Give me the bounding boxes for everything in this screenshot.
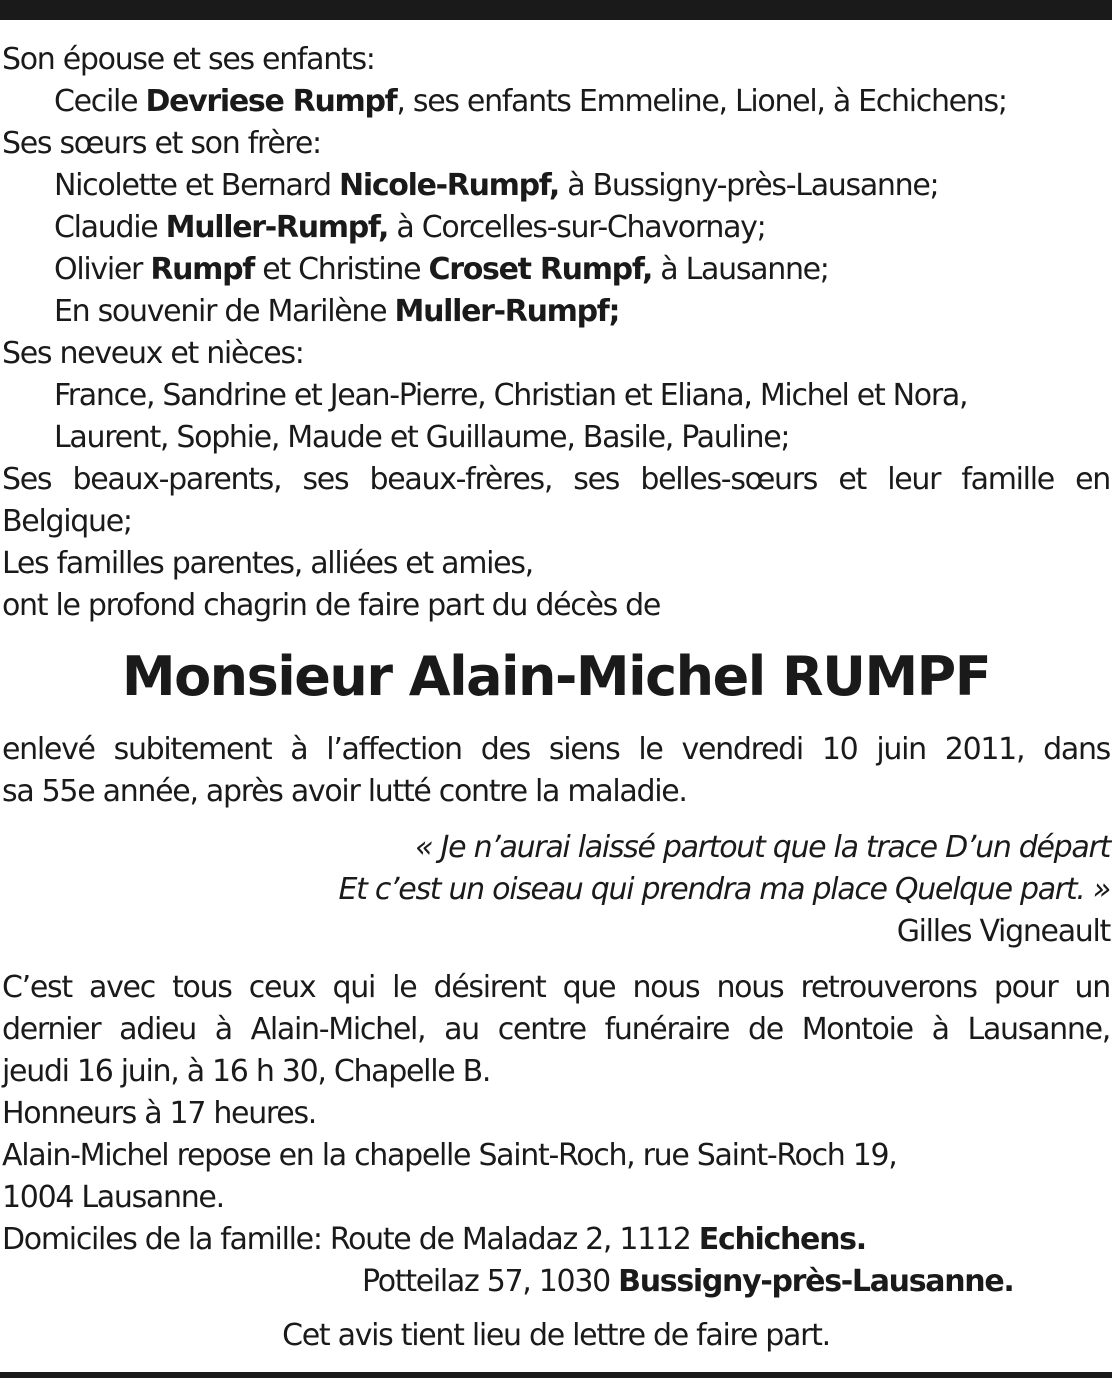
honours-line: Honneurs à 17 heures.: [2, 1096, 317, 1131]
top-rule: [0, 0, 1112, 20]
deceased-name: Monsieur Alain-Michel RUMPF: [121, 645, 991, 708]
domicile-label: Domiciles de la famille:: [2, 1222, 330, 1257]
quote-line: Et c’est un oiseau qui prendra ma place Quelque part. »: [338, 872, 1110, 907]
siblings-heading: Ses sœurs et son frère:: [2, 126, 321, 161]
nephews-line: Laurent, Sophie, Maude et Guillaume, Basile, Pauline;: [54, 420, 790, 455]
spouse-heading: Son épouse et ses enfants:: [2, 42, 375, 77]
sibling-line: Olivier Rumpf et Christine Croset Rumpf, à Lausanne;: [54, 252, 829, 287]
ceremony-line: jeudi 16 juin, à 16 h 30, Chapelle B.: [2, 1054, 491, 1089]
quote-line: « Je n’aurai laissé partout que la trace D’un départ: [415, 830, 1110, 865]
domicile-city: Echichens.: [698, 1222, 866, 1257]
death-line: enlevé subitement à l’affection des siens le vendredi 10 juin 2011, dans: [2, 732, 1110, 767]
surname: Muller-Rumpf;: [394, 294, 620, 329]
surname: Muller-Rumpf,: [165, 210, 389, 245]
spouse-line: Cecile Devriese Rumpf, ses enfants Emmeline, Lionel, à Echichens;: [54, 84, 1007, 119]
ceremony-line: C’est avec tous ceux qui le désirent que nous nous retrouverons pour un: [2, 970, 1110, 1005]
nephews-heading: Ses neveux et nièces:: [2, 336, 304, 371]
death-line: sa 55e année, après avoir lutté contre la maladie.: [2, 774, 687, 809]
domicile-city: Bussigny-près-Lausanne.: [618, 1264, 1014, 1299]
inlaws-line: Belgique;: [2, 504, 132, 539]
notice-line: Cet avis tient lieu de lettre de faire part.: [282, 1318, 830, 1353]
sibling-line: Nicolette et Bernard Nicole-Rumpf, à Bussigny-près-Lausanne;: [54, 168, 939, 203]
quote-author: Gilles Vigneault: [896, 914, 1110, 949]
bottom-rule: [0, 1372, 1112, 1378]
families-line: Les familles parentes, alliées et amies,: [2, 546, 533, 581]
surname: Devriese Rumpf: [145, 84, 397, 119]
sibling-line: Claudie Muller-Rumpf, à Corcelles-sur-Chavornay;: [54, 210, 766, 245]
domicile-line: Potteilaz 57, 1030 Bussigny-près-Lausanne.: [362, 1264, 1014, 1299]
repose-line: 1004 Lausanne.: [2, 1180, 224, 1215]
domicile-line: Domiciles de la famille: Route de Maladaz 2, 1112 Echichens.: [2, 1222, 866, 1257]
ceremony-line: dernier adieu à Alain-Michel, au centre funéraire de Montoie à Lausanne,: [2, 1012, 1110, 1047]
inlaws-line: Ses beaux-parents, ses beaux-frères, ses belles-sœurs et leur famille en: [2, 462, 1110, 497]
obituary-notice: [2, 39, 1110, 1357]
sibling-line: En souvenir de Marilène Muller-Rumpf;: [54, 294, 620, 329]
surname: Rumpf: [150, 252, 255, 287]
announce-line: ont le profond chagrin de faire part du décès de: [2, 588, 661, 623]
surname: Croset Rumpf,: [428, 252, 653, 287]
surname: Nicole-Rumpf,: [339, 168, 559, 203]
nephews-line: France, Sandrine et Jean-Pierre, Christian et Eliana, Michel et Nora,: [54, 378, 968, 413]
repose-line: Alain-Michel repose en la chapelle Saint-Roch, rue Saint-Roch 19,: [2, 1138, 897, 1173]
